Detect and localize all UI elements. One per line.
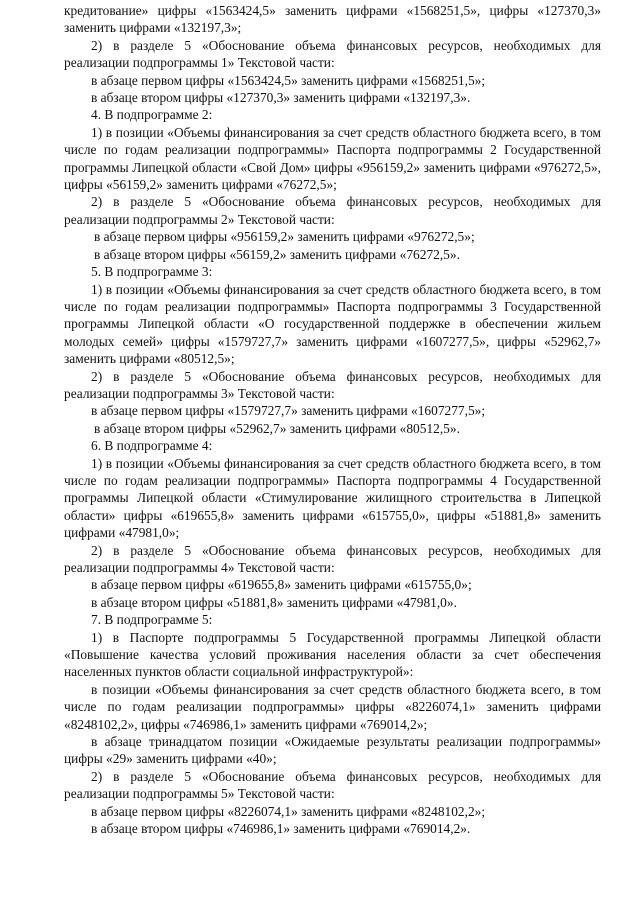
paragraph-sub2-section5: 2) в разделе 5 «Обоснование объема финансовых ресурсов, необходимых для реализации подпрограммы 2» Текстовой части: — [64, 194, 601, 227]
paragraph-sub1-second-abzac: в абзаце втором цифры «127370,3» заменить цифрами «132197,3». — [91, 90, 471, 106]
paragraph-sub3-second-abzac: в абзаце втором цифры «52962,7» заменить цифрами «80512,5». — [94, 420, 460, 436]
paragraph-sub4-position: 1) в позиции «Объемы финансирования за счет средств областного бюджета всего, в том числе по годам реализации подпрограммы» Паспорта подпрограммы 4 Государственной программы Липецкой области «Стимулирование жилищного строительства в Липецкой области» цифры «619655,8» заменить цифрами «615755,0», цифры «51881,8» заменить цифрами «47981,0»; — [64, 455, 601, 541]
paragraph-sub5-first-abzac: в абзаце первом цифры «8226074,1» заменить цифрами «8248102,2»; — [91, 803, 486, 819]
paragraph-continuation: кредитование» цифры «1563424,5» заменить цифрами «1568251,5», цифры «127370,3» заменить цифрами «132197,3»; — [64, 3, 601, 36]
heading-subprogram-4: 6. В подпрограмме 4: — [91, 438, 213, 454]
paragraph-sub3-position: 1) в позиции «Объемы финансирования за счет средств областного бюджета всего, в том числе по годам реализации подпрограммы» Паспорта подпрограммы 3 Государственной программы Липецкой области «О государственной поддержке в обеспечении жильем молодых семей» цифры «1579727,7» заменить цифрами «1607277,5», цифры «52962,7» заменить цифрами «80512,5»; — [64, 281, 601, 367]
paragraph-sub1-first-abzac: в абзаце первом цифры «1563424,5» заменить цифрами «1568251,5»; — [91, 72, 486, 88]
heading-subprogram-5: 7. В подпрограмме 5: — [91, 612, 213, 628]
paragraph-sub5-section5: 2) в разделе 5 «Обоснование объема финансовых ресурсов, необходимых для реализации подпрограммы 5» Текстовой части: — [64, 768, 601, 802]
heading-subprogram-2: 4. В подпрограмме 2: — [91, 107, 213, 123]
paragraph-sub5-passport: 1) в Паспорте подпрограммы 5 Государственной программы Липецкой области «Повышение качества условий проживания населения области за счет обеспечения населенных пунктов области социальной инфраструктурой»: — [64, 629, 601, 680]
paragraph-sub1-section5: 2) в разделе 5 «Обоснование объема финансовых ресурсов, необходимых для реализации подпрограммы 1» Текстовой части: — [64, 37, 601, 71]
paragraph-sub2-first-abzac: в абзаце первом цифры «956159,2» заменить цифрами «976272,5»; — [94, 229, 475, 245]
paragraph-sub4-section5: 2) в разделе 5 «Обоснование объема финансовых ресурсов, необходимых для реализации подпрограммы 4» Текстовой части: — [64, 542, 601, 575]
paragraph-sub4-second-abzac: в абзаце втором цифры «51881,8» заменить цифрами «47981,0». — [91, 594, 457, 610]
paragraph-sub5-position: в позиции «Объемы финансирования за счет средств областного бюджета всего, в том числе по годам реализации подпрограммы» цифры «8226074,1» заменить цифрами «8248102,2», цифры «746986,1» заменить цифрами «769014,2»; — [64, 681, 601, 732]
paragraph-sub3-section5: 2) в разделе 5 «Обоснование объема финансовых ресурсов, необходимых для реализации подпрограммы 3» Текстовой части: — [64, 368, 601, 401]
paragraph-sub2-position: 1) в позиции «Объемы финансирования за счет средств областного бюджета всего, в том числе по годам реализации подпрограммы» Паспорта подпрограммы 2 Государственной программы Липецкой области «Свой Дом» цифры «956159,2» заменить цифрами «976272,5», цифры «56159,2» заменить цифрами «76272,5»; — [64, 124, 601, 193]
paragraph-sub5-expected-results: в абзаце тринадцатом позиции «Ожидаемые результаты реализации подпрограммы» цифры «29» заменить цифрами «40»; — [64, 734, 601, 767]
paragraph-sub2-second-abzac: в абзаце втором цифры «56159,2» заменить цифрами «76272,5». — [94, 246, 460, 262]
paragraph-sub5-second-abzac: в абзаце втором цифры «746986,1» заменить цифрами «769014,2». — [91, 821, 471, 837]
heading-subprogram-3: 5. В подпрограмме 3: — [91, 264, 213, 280]
document-page — [64, 2, 601, 838]
paragraph-sub3-first-abzac: в абзаце первом цифры «1579727,7» заменить цифрами «1607277,5»; — [91, 403, 486, 419]
paragraph-sub4-first-abzac: в абзаце первом цифры «619655,8» заменить цифрами «615755,0»; — [91, 577, 472, 593]
